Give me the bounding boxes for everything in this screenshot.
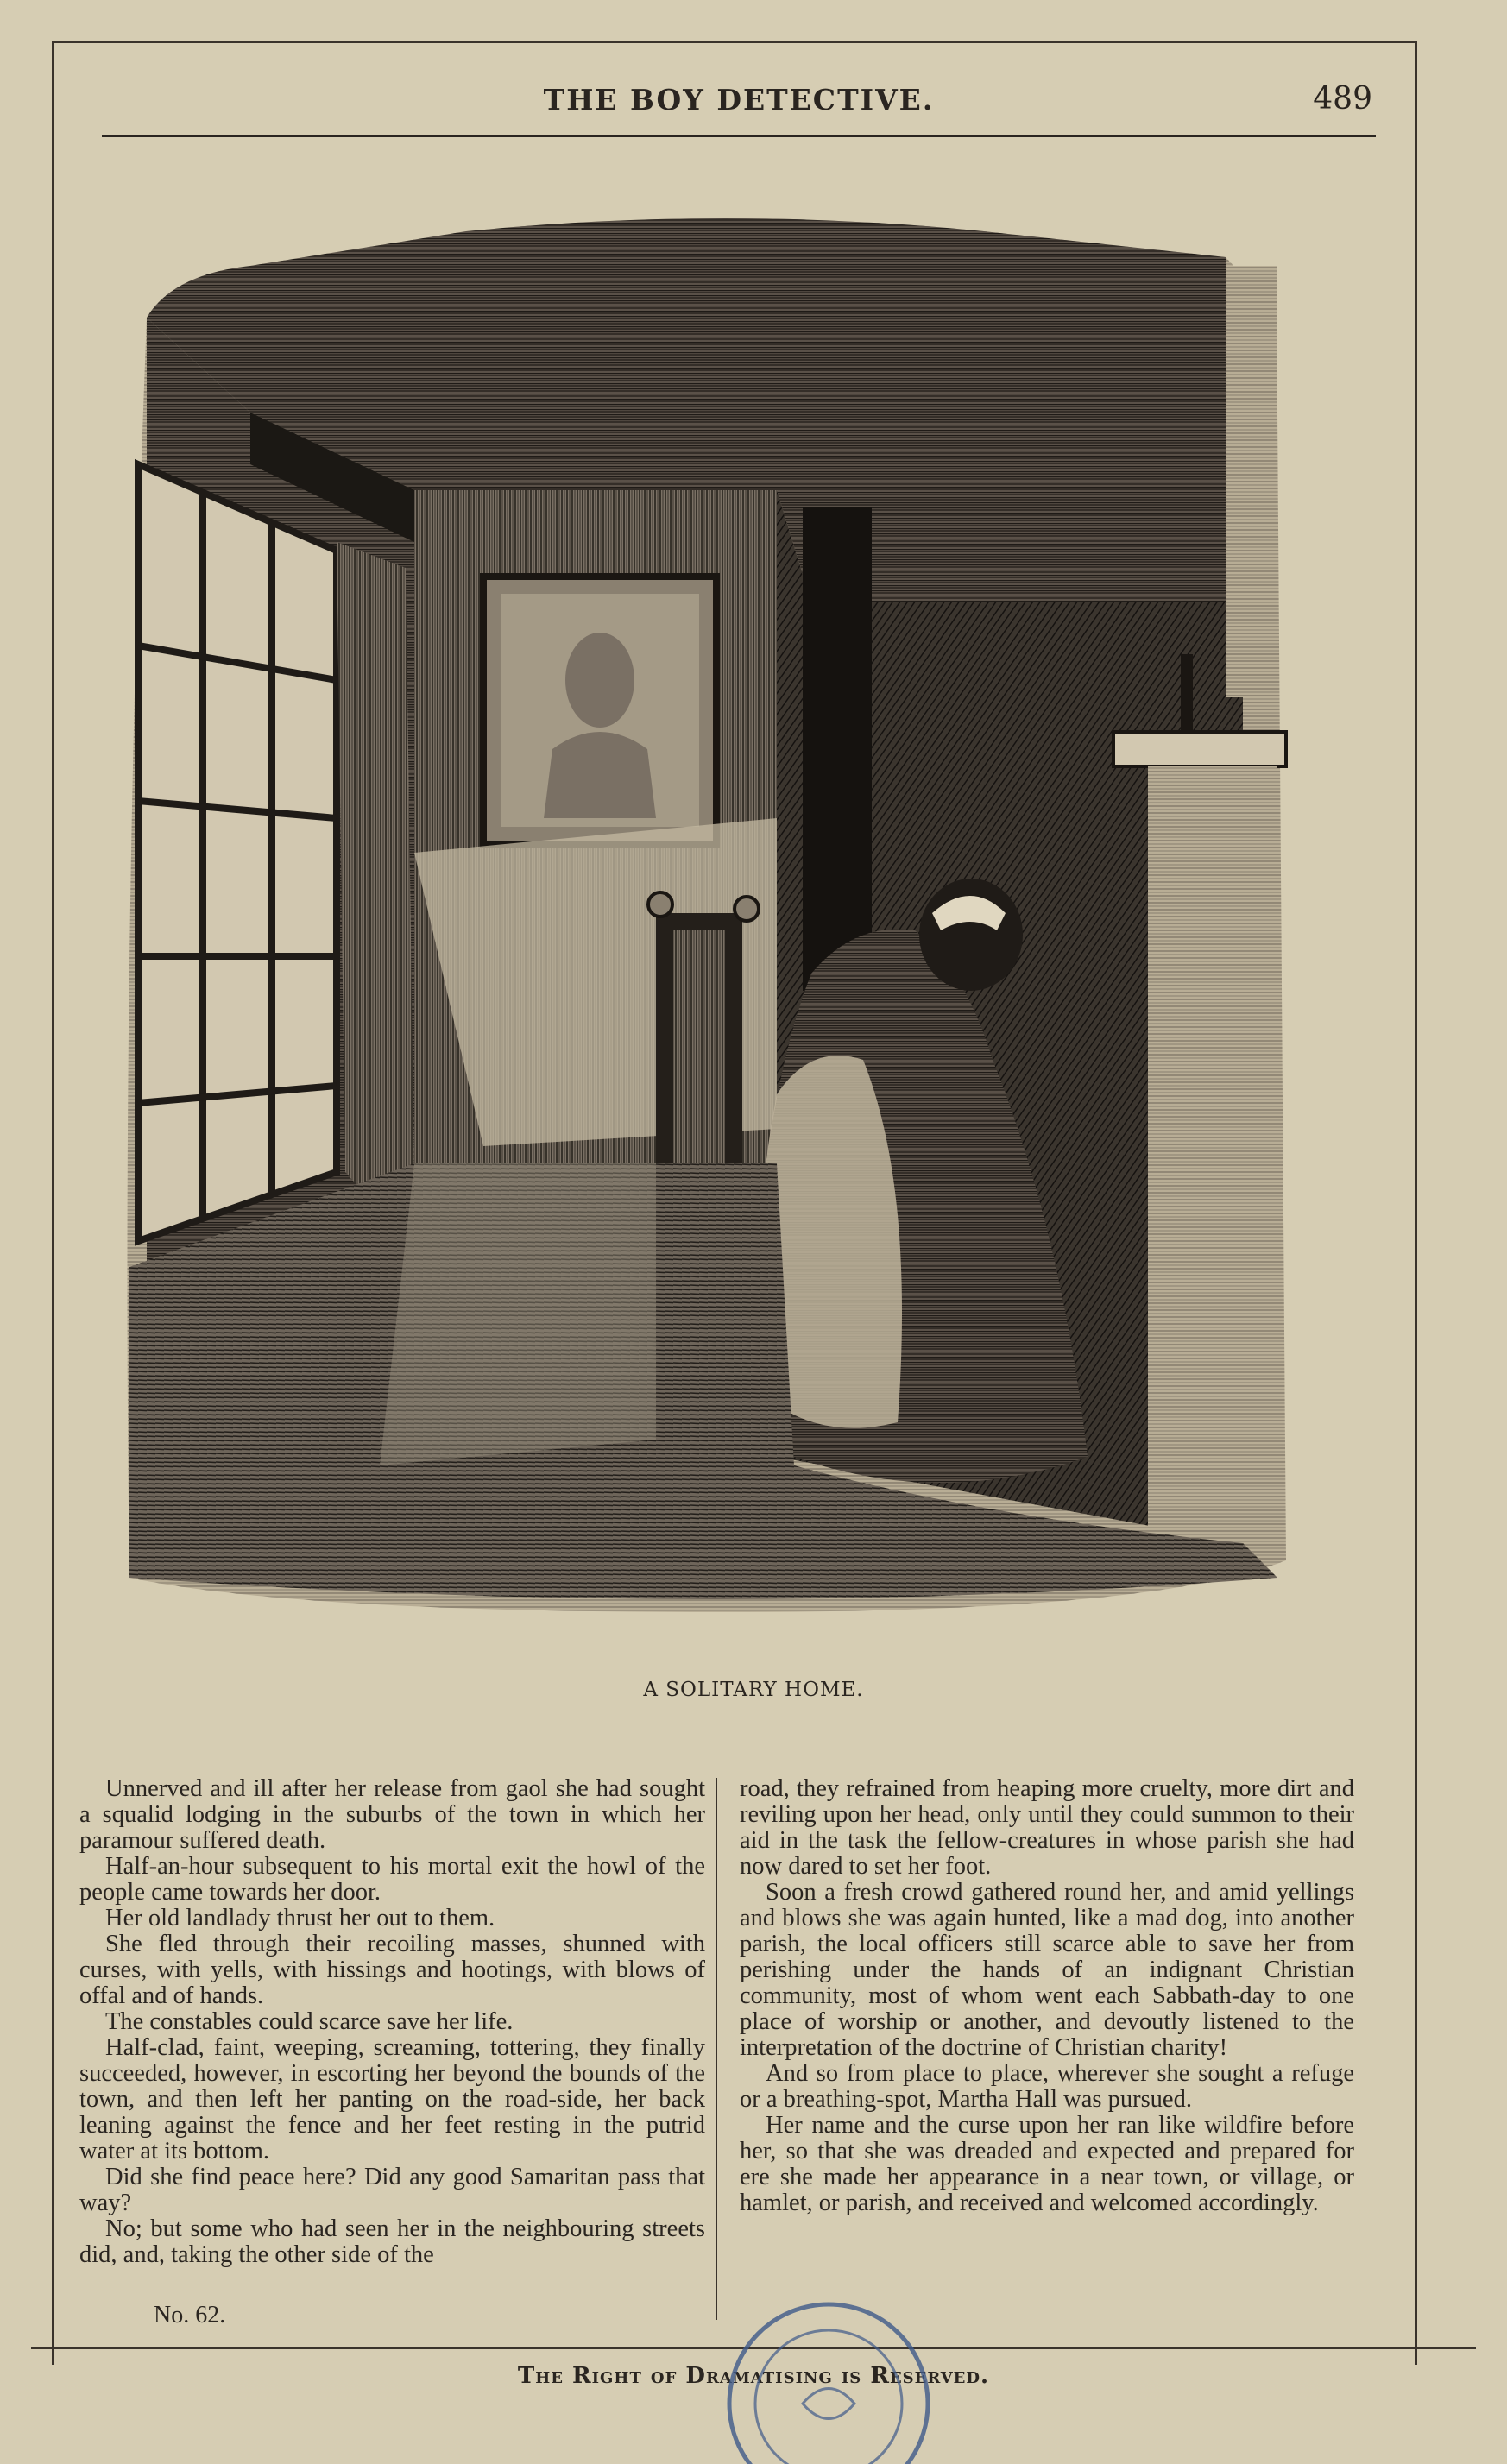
right-column: [740, 1776, 1354, 2216]
paragraph: The constables could scarce save her life.: [105, 2008, 514, 2035]
paragraph: road, they refrained from heaping more cruelty, more dirt and reviling upon her head, only until they could summon to their aid in the task the fellow-creatures in whose parish she had now dared to set her foot.: [740, 1775, 1354, 1880]
paragraph: Half-clad, faint, weeping, screaming, tottering, they finally succeeded, however, in escorting her beyond the bounds of the town, and then left her panting on the road-side, her back leaning against the fence and her feet resting in the putrid water at its bottom.: [79, 2034, 705, 2165]
paragraph: And so from place to place, wherever she sought a refuge or a breathing-spot, Martha Hall was pursued.: [740, 2060, 1354, 2113]
paragraph: Soon a fresh crowd gathered round her, and amid yellings and blows she was again hunted, like a mad dog, into another parish, the local officers still scarce able to save her from perishing under the hands of an indignant Christian community, most of whom went each Sabbath-day to one place of worship or another, and devoutly listened to the interpretation of the doctrine of Christian charity!: [740, 1879, 1354, 2061]
left-column: [79, 1776, 705, 2268]
paragraph: Her name and the curse upon her ran like wildfire before her, so that she was dreaded and expected and prepared for ere she made her appearance in a near town, or village, or hamlet, or parish, and received and welcomed accordingly.: [740, 2112, 1354, 2216]
footer-notice: The Right of Dramatising is Reserved.: [517, 2363, 990, 2389]
page-number: 489: [1313, 81, 1372, 117]
paragraph: Unnerved and ill after her release from gaol she had sought a squalid lodging in the suburbs of the town in which her paramour suffered death.: [79, 1775, 705, 1854]
illustration-caption: A SOLITARY HOME.: [643, 1679, 864, 1701]
paragraph: Her old landlady thrust her out to them.: [105, 1905, 495, 1931]
engraving-solitary-home: [121, 197, 1329, 1629]
column-divider: [716, 1778, 717, 2320]
paragraph: She fled through their recoiling masses, shunned with curses, with yells, with hissings and hootings, with blows of offal and of hands.: [79, 1931, 705, 2009]
paragraph: Half-an-hour subsequent to his mortal exit the howl of the people came towards her door.: [79, 1853, 705, 1906]
paragraph: No; but some who had seen her in the neighbouring streets did, and, taking the other side of the: [79, 2215, 705, 2268]
paragraph: Did she find peace here? Did any good Samaritan pass that way?: [79, 2164, 705, 2216]
page-header: [102, 83, 1376, 137]
part-number: No. 62.: [154, 2302, 226, 2329]
running-title: THE BOY DETECTIVE.: [543, 83, 935, 117]
library-stamp-icon: [708, 2291, 949, 2464]
